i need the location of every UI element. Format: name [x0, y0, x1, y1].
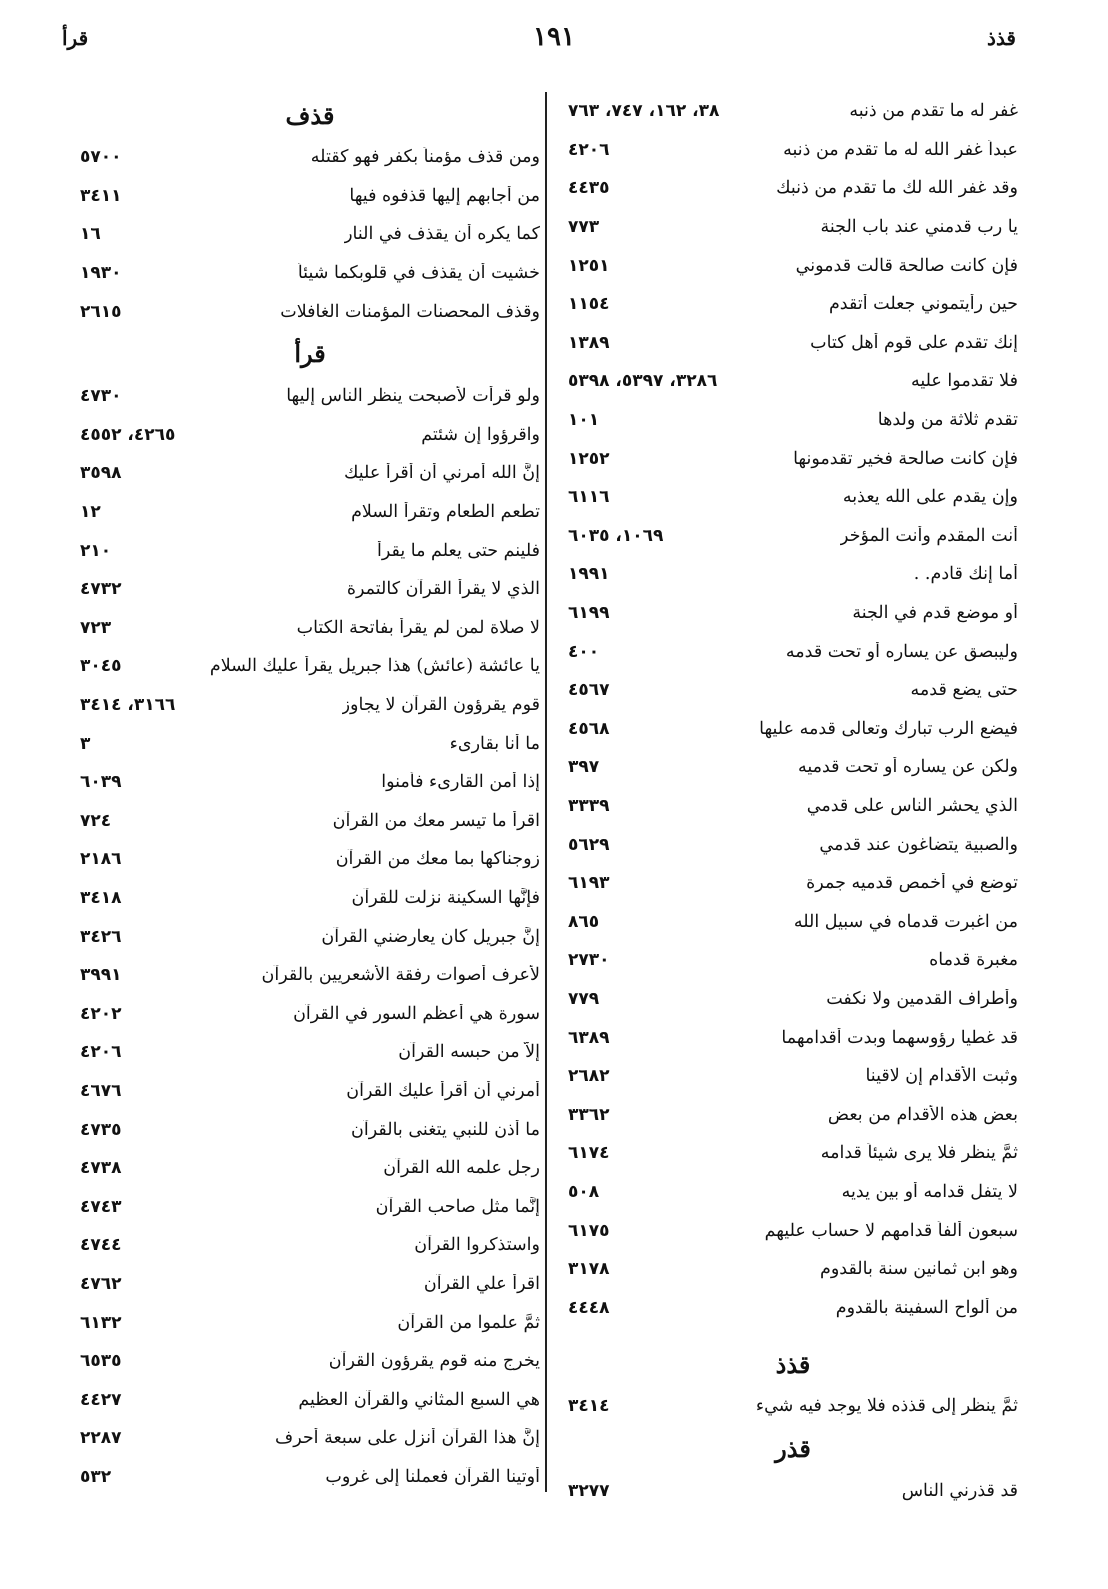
- entry-text: ما أنا بقارىء: [449, 733, 540, 754]
- section-heading: قذر: [775, 1434, 811, 1464]
- entry-text: فإنَّها السكينة نزلت للقرآن: [351, 887, 540, 908]
- index-entry: [80, 377, 540, 416]
- entry-text: رجل علمه الله القرآن: [383, 1158, 540, 1179]
- index-entry: [80, 994, 540, 1033]
- entry-text: أما إنك قادم. .: [913, 564, 1018, 585]
- entry-text: فإن كانت صالحة فخير تقدمونها: [793, 448, 1018, 469]
- index-entry: [80, 647, 540, 686]
- index-entry: [568, 401, 1018, 440]
- entry-reference: ١٢٥٢: [568, 448, 610, 469]
- entry-text: أمرني أن أقرأ عليك القرآن: [346, 1080, 540, 1101]
- entry-reference: ٣٥٩٨: [80, 463, 122, 484]
- entry-reference: ٤٢٠٢: [80, 1003, 122, 1024]
- entry-reference: ٣١٦٦، ٣٤١٤: [80, 695, 176, 716]
- index-entry: [568, 1472, 1018, 1511]
- entry-reference: ٢١٠: [80, 540, 112, 561]
- header-left-keyword: قرأ: [62, 26, 89, 50]
- index-entry: [80, 254, 540, 293]
- index-entry: [568, 131, 1018, 170]
- entry-text: وثبت الأقدام إن لاقينا: [865, 1066, 1018, 1087]
- index-entry: [568, 980, 1018, 1019]
- entry-text: ثمَّ علموا من القرآن: [397, 1312, 540, 1333]
- index-entry: [80, 956, 540, 995]
- index-entry: [80, 917, 540, 956]
- entry-reference: ٣٤١١: [80, 185, 122, 206]
- entry-reference: ٣٣٦٢: [568, 1104, 610, 1125]
- entry-reference: ٤٢٦٥، ٤٥٥٢: [80, 424, 176, 445]
- index-entry: [80, 292, 540, 331]
- entry-text: واستذكروا القرآن: [414, 1235, 540, 1256]
- entry-reference: ٣٠٤٥: [80, 656, 122, 677]
- entry-reference: ٣٤١٨: [80, 887, 122, 908]
- entry-text: عبداً غفر الله له ما تقدم من ذنبه: [783, 139, 1018, 160]
- entry-reference: ٦١٧٤: [568, 1143, 610, 1164]
- entry-reference: ٧٢٣: [80, 617, 112, 638]
- index-entry: [80, 1149, 540, 1188]
- entry-text: فلينم حتى يعلم ما يقرأ: [376, 540, 540, 561]
- entry-reference: ٤٢٠٦: [80, 1042, 122, 1063]
- entry-reference: ١١٥٤: [568, 294, 610, 315]
- index-entry: [80, 1380, 540, 1419]
- entry-reference: ٦١٧٥: [568, 1220, 610, 1241]
- index-entry: [568, 787, 1018, 826]
- entry-text: تقدم ثلاثة من ولدها: [877, 410, 1018, 431]
- entry-text: لا صلاة لمن لم يقرأ بفاتحة الكتاب: [296, 617, 540, 638]
- header-right-keyword: قذذ: [987, 26, 1016, 50]
- entry-text: إنَّ جبريل كان يعارضني القرآن: [321, 926, 540, 947]
- index-entry: [568, 1018, 1018, 1057]
- entry-reference: ٤٥٦٨: [568, 718, 610, 739]
- index-entry: [80, 454, 540, 493]
- section-heading: قرأ: [294, 339, 326, 369]
- entry-reference: ٣٢٧٧: [568, 1480, 610, 1501]
- index-entry: [568, 478, 1018, 517]
- entry-reference: ٣٤٢٦: [80, 926, 122, 947]
- index-entry: [80, 1187, 540, 1226]
- entry-text: خشيت أن يقذف في قلوبكما شيئاً: [297, 263, 540, 284]
- index-entry: [80, 215, 540, 254]
- entry-reference: ٢٧٣٠: [568, 950, 610, 971]
- index-entry: [568, 825, 1018, 864]
- index-entry: [80, 570, 540, 609]
- entry-reference: ٤٧٦٢: [80, 1273, 122, 1294]
- entry-text: من ألواح السفينة بالقدوم: [835, 1297, 1018, 1318]
- entry-reference: ٥٠٨: [568, 1181, 600, 1202]
- entry-reference: ٤٥٦٧: [568, 680, 610, 701]
- index-entry: [80, 1072, 540, 1111]
- index-entry: [568, 517, 1018, 556]
- entry-text: بعض هذه الأقدام من بعض: [827, 1104, 1018, 1125]
- entry-text: إلاَّ من حبسه القرآن: [398, 1042, 540, 1063]
- left-column: [80, 92, 540, 1496]
- entry-text: لا يتفل قدامه أو بين يديه: [841, 1181, 1018, 1202]
- entry-text: من أجابهم إليها قذفوه فيها: [349, 185, 540, 206]
- index-entry: [568, 439, 1018, 478]
- entry-reference: ٤٧٣٠: [80, 386, 122, 407]
- entry-reference: ١٠١: [568, 410, 600, 431]
- entry-reference: ٦٥٣٥: [80, 1351, 122, 1372]
- entry-text: يخرج منه قوم يقرؤون القرآن: [328, 1351, 540, 1372]
- entry-reference: ٣٩٧: [568, 757, 600, 778]
- section-heading: قذف: [285, 100, 335, 130]
- index-entry: [80, 1303, 540, 1342]
- entry-reference: ٤٧٣٥: [80, 1119, 122, 1140]
- entry-text: هي السبع المثاني والقرآن العظيم: [298, 1389, 540, 1410]
- entry-text: وليبصق عن يساره أو تحت قدمه: [785, 641, 1018, 662]
- index-entry: [568, 1057, 1018, 1096]
- entry-reference: ٣٨، ١٦٢، ٧٤٧، ٧٦٣: [568, 101, 720, 122]
- entry-text: زوجناكها بما معك من القرآن: [335, 849, 540, 870]
- index-entry: [568, 594, 1018, 633]
- entry-text: اقرأ ما تيسر معك من القرآن: [332, 810, 540, 831]
- entry-reference: ١٦: [80, 224, 101, 245]
- entry-text: قوم يقرؤون القرآن لا يجاوز: [341, 695, 540, 716]
- entry-text: من اغبرت قدماه في سبيل الله: [793, 911, 1018, 932]
- entry-reference: ٢١٨٦: [80, 849, 122, 870]
- index-entry: [568, 169, 1018, 208]
- index-entry: [80, 840, 540, 879]
- entry-text: ولو قرأت لأصبحت ينظر الناس إليها: [286, 386, 540, 407]
- index-entry: [80, 686, 540, 725]
- entry-reference: ٦١٩٩: [568, 603, 610, 624]
- entry-text: أوتينا القرآن فعملنا إلى غروب: [325, 1466, 540, 1487]
- index-entry: [80, 1458, 540, 1497]
- entry-reference: ٦١٩٣: [568, 873, 610, 894]
- entry-text: وقذف المحصنات المؤمنات الغافلات: [280, 301, 540, 322]
- index-entry: [568, 555, 1018, 594]
- entry-reference: ٦١٣٢: [80, 1312, 122, 1333]
- index-entry: [80, 763, 540, 802]
- entry-reference: ٧٧٩: [568, 988, 600, 1009]
- index-entry: [568, 208, 1018, 247]
- entry-reference: ٤٤٣٥: [568, 178, 610, 199]
- entry-reference: ٤٧٣٨: [80, 1158, 122, 1179]
- index-entry: [80, 138, 540, 177]
- entry-reference: ٢٦١٥: [80, 301, 122, 322]
- index-entry: [80, 1419, 540, 1458]
- index-entry: [568, 710, 1018, 749]
- entry-reference: ٢٢٨٧: [80, 1428, 122, 1449]
- entry-text: واقرؤوا إن شئتم: [421, 424, 540, 445]
- entry-text: ولكن عن يساره أو تحت قدميه: [797, 757, 1018, 778]
- index-entry: [80, 802, 540, 841]
- entry-text: ثمَّ ينظر إلى قذذه فلا يوجد فيه شيء: [755, 1396, 1018, 1417]
- entry-text: إنَّما مثل صاحب القرآن: [375, 1196, 540, 1217]
- entry-reference: ٤٠٠: [568, 641, 600, 662]
- entry-text: ما أذن للنبي يتغنى بالقرآن: [351, 1119, 540, 1140]
- entry-text: إنَّ هذا القرآن أنزل على سبعة أحرف: [275, 1428, 540, 1449]
- entry-reference: ١٢: [80, 502, 101, 523]
- entry-reference: ٣٤١٤: [568, 1396, 610, 1417]
- entry-reference: ١٠٦٩، ٦٠٣٥: [568, 525, 664, 546]
- index-entry: [568, 632, 1018, 671]
- entry-reference: ١٣٨٩: [568, 332, 610, 353]
- entry-text: تطعم الطعام وتقرأ السلام: [351, 502, 540, 523]
- index-entry: [80, 1265, 540, 1304]
- entry-text: إذا أمن القارىء فأمنوا: [381, 772, 540, 793]
- entry-text: الذي يحشر الناس على قدمي: [806, 795, 1018, 816]
- entry-reference: ٧٢٤: [80, 810, 112, 831]
- entry-text: سورة هي أعظم السور في القرآن: [293, 1003, 540, 1024]
- entry-reference: ٣٣٣٩: [568, 795, 610, 816]
- entry-reference: ٢٦٨٢: [568, 1066, 610, 1087]
- index-entry: [80, 177, 540, 216]
- entry-text: إنَّ الله أمرني أن أقرأ عليك: [344, 463, 540, 484]
- index-entry: [568, 671, 1018, 710]
- index-entry: [568, 941, 1018, 980]
- entry-reference: ٣٢٨٦، ٥٣٩٧، ٥٣٩٨: [568, 371, 718, 392]
- entry-text: اقرأ علي القرآن: [423, 1273, 540, 1294]
- index-entry: [80, 493, 540, 532]
- entry-reference: ١٩٣٠: [80, 263, 122, 284]
- entry-text: مغبرة قدماه: [929, 950, 1018, 971]
- right-column: [568, 92, 1018, 1510]
- entry-text: فيضع الرب تبارك وتعالى قدمه عليها: [759, 718, 1018, 739]
- entry-text: سبعون ألفاً قدامهم لا حساب عليهم: [764, 1220, 1018, 1241]
- entry-reference: ١٢٥١: [568, 255, 610, 276]
- index-entry: [568, 362, 1018, 401]
- entry-text: فلا تقدموا عليه: [910, 371, 1018, 392]
- index-entry: [568, 1250, 1018, 1289]
- entry-reference: ٥٧٠٠: [80, 147, 122, 168]
- index-entry: [80, 609, 540, 648]
- index-entry: [568, 748, 1018, 787]
- index-entry: [80, 1033, 540, 1072]
- entry-reference: ٧٧٣: [568, 217, 600, 238]
- index-entry: [568, 864, 1018, 903]
- entry-text: الذي لا يقرأ القرآن كالتمرة: [346, 579, 540, 600]
- index-entry: [568, 1288, 1018, 1327]
- entry-text: قد قذرني الناس: [901, 1480, 1018, 1501]
- entry-text: لأعرف أصوات رفقة الأشعريين بالقرآن: [261, 965, 540, 986]
- entry-text: والصبية يتضاغون عند قدمي: [819, 834, 1018, 855]
- entry-reference: ٤٢٠٦: [568, 139, 610, 160]
- entry-reference: ٣٩٩١: [80, 965, 122, 986]
- entry-text: كما يكره أن يقذف في النار: [344, 224, 540, 245]
- index-entry: [568, 1095, 1018, 1134]
- entry-reference: ٥٣٢: [80, 1466, 112, 1487]
- entry-text: أنت المقدم وأنت المؤخر: [840, 525, 1018, 546]
- index-entry: [568, 1211, 1018, 1250]
- index-entry: [80, 1110, 540, 1149]
- entry-text: يا رب قدمني عند باب الجنة: [820, 217, 1018, 238]
- entry-text: وقد غفر الله لك ما تقدم من ذنبك: [776, 178, 1018, 199]
- index-entry: [80, 1226, 540, 1265]
- entry-text: ومن قذف مؤمناً بكفر فهو كقتله: [310, 147, 540, 168]
- column-divider: [545, 92, 547, 1492]
- entry-text: حين رأيتموني جعلت أتقدم: [828, 294, 1018, 315]
- page-number: ١٩١: [533, 22, 575, 52]
- index-entry: [568, 1173, 1018, 1212]
- entry-text: وإن يقدم على الله يعذبه: [842, 487, 1018, 508]
- index-entry: [80, 416, 540, 455]
- entry-reference: ٦٠٣٩: [80, 772, 122, 793]
- entry-reference: ٣: [80, 733, 91, 754]
- entry-text: فإن كانت صالحة قالت قدموني: [795, 255, 1018, 276]
- index-entry: [568, 246, 1018, 285]
- entry-reference: ٤٧٤٣: [80, 1196, 122, 1217]
- entry-reference: ٤٤٢٧: [80, 1389, 122, 1410]
- entry-reference: ٤٧٤٤: [80, 1235, 122, 1256]
- entry-reference: ٤٤٤٨: [568, 1297, 610, 1318]
- section-heading: قذذ: [775, 1349, 811, 1379]
- entry-text: غفر له ما تقدم من ذنبه: [849, 101, 1018, 122]
- entry-reference: ٤٧٣٢: [80, 579, 122, 600]
- index-entry: [80, 531, 540, 570]
- entry-text: أو موضع قدم في الجنة: [852, 603, 1018, 624]
- index-entry: [80, 879, 540, 918]
- entry-reference: ٦١١٦: [568, 487, 610, 508]
- entry-text: يا عائشة (عائش) هذا جبريل يقرأ عليك السلام: [209, 656, 540, 677]
- entry-text: وأطراف القدمين ولا نكفت: [826, 988, 1018, 1009]
- entry-reference: ٤٦٧٦: [80, 1080, 122, 1101]
- index-entry: [80, 724, 540, 763]
- entry-text: ثمَّ ينظر فلا يرى شيئاً قدامه: [820, 1143, 1018, 1164]
- entry-reference: ٨٦٥: [568, 911, 600, 932]
- entry-reference: ١٩٩١: [568, 564, 610, 585]
- entry-text: حتى يضع قدمه: [910, 680, 1018, 701]
- index-entry: [80, 1342, 540, 1381]
- entry-text: إنك تقدم على قوم أهل كتاب: [810, 332, 1018, 353]
- index-entry: [568, 1387, 1018, 1426]
- index-entry: [568, 1134, 1018, 1173]
- index-entry: [568, 324, 1018, 363]
- index-entry: [568, 902, 1018, 941]
- entry-reference: ٣١٧٨: [568, 1259, 610, 1280]
- entry-text: توضع في أخمص قدميه جمرة: [806, 873, 1018, 894]
- entry-text: وهو ابن ثمانين سنة بالقدوم: [819, 1259, 1018, 1280]
- entry-reference: ٥٦٢٩: [568, 834, 610, 855]
- index-entry: [568, 285, 1018, 324]
- entry-reference: ٦٣٨٩: [568, 1027, 610, 1048]
- index-entry: [568, 92, 1018, 131]
- entry-text: قد غطيا رؤوسهما وبدت أقدامهما: [781, 1027, 1018, 1048]
